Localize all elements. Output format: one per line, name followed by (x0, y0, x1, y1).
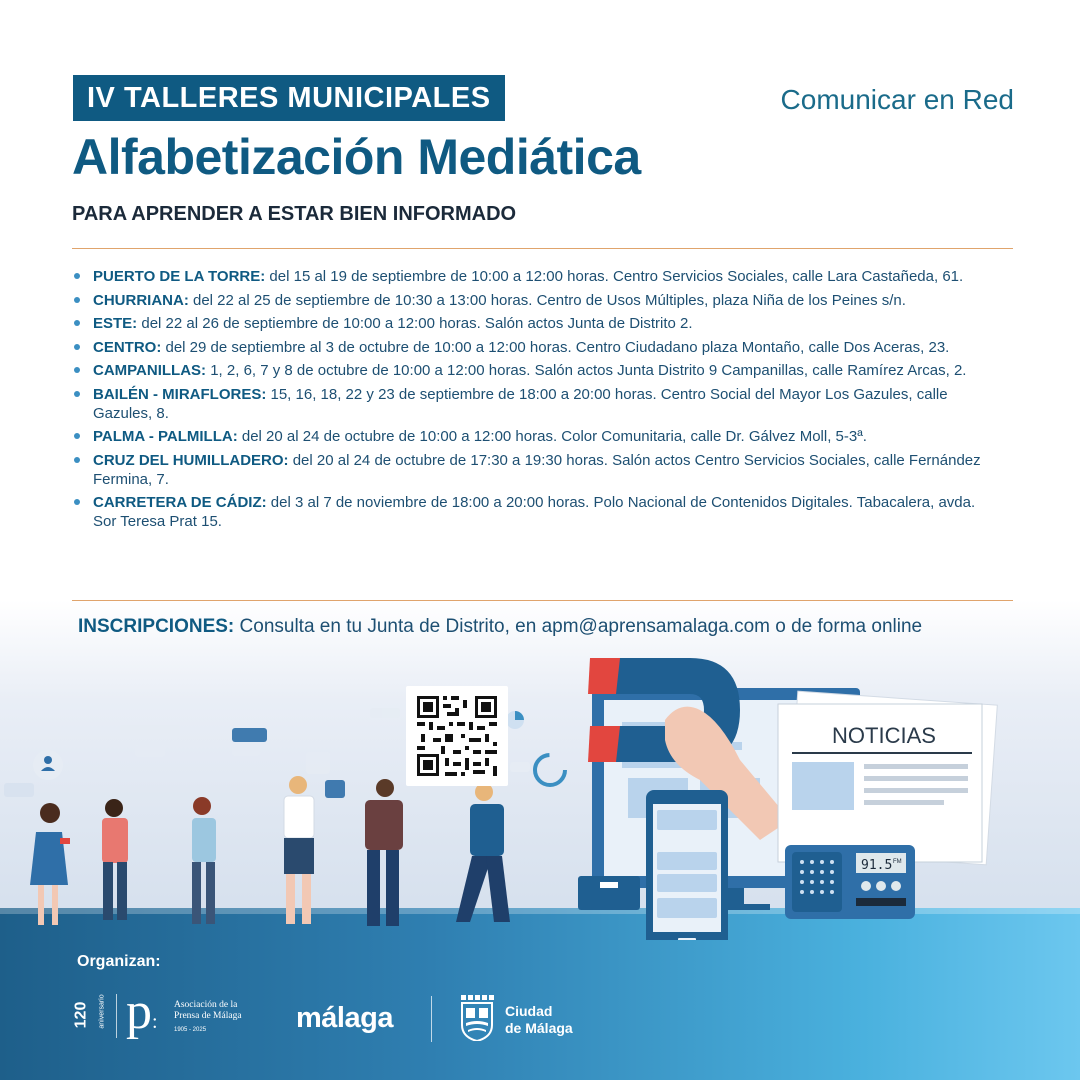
schedule-place: CAMPANILLAS: (93, 362, 207, 379)
chat-bubble (4, 783, 34, 797)
divider-top (72, 248, 1013, 249)
anniversary-number: 120 (72, 1001, 90, 1029)
schedule-item (72, 314, 1002, 333)
anniversary-word: aniversario (98, 994, 106, 1029)
apm-monogram: p: (126, 983, 158, 1040)
schedule-item (72, 427, 1002, 446)
smartphone (646, 790, 728, 940)
radio-display: 91.5 (861, 858, 893, 873)
person-2 (102, 799, 128, 920)
schedule-details: 15, 16, 18, 22 y 23 de septiembre de 18:00 a 20:00 horas. Centro Social del Mayor Los Gazules, calle Gazules, 8. (93, 385, 948, 422)
chat-bubble (232, 728, 267, 742)
apm-logo (72, 983, 268, 1042)
schedule-details: del 20 al 24 de octubre de 17:30 a 19:30 horas. Salón actos Centro Servicios Sociales, calle Fernández Fermina, 7. (93, 451, 981, 488)
schedule-place: CENTRO: (93, 338, 162, 356)
apm-name (174, 1000, 242, 1036)
schedule-item (72, 451, 1002, 489)
person-5 (365, 779, 403, 926)
chat-bubble (232, 746, 260, 756)
schedule-details: del 15 al 19 de septiembre de 10:00 a 12:00 horas. Centro Servicios Sociales, calle Lara Castañeda, 61. (265, 268, 964, 285)
city-name-line2: de Málaga (505, 1020, 573, 1036)
divider-bottom (72, 600, 1013, 601)
page-subtitle: PARA APRENDER A ESTAR BIEN INFORMADO (72, 203, 517, 225)
pie-slice (515, 711, 524, 720)
schedule-details: del 22 al 26 de septiembre de 10:00 a 12:00 horas. Salón actos Junta de Distrito 2. (137, 315, 693, 332)
person-3 (192, 797, 216, 924)
schedule-details: del 3 al 7 de noviembre de 18:00 a 20:00 horas. Polo Nacional de Contenidos Digitales. Tabacalera, avda. Sor Teresa Prat 15. (93, 494, 976, 530)
schedule-place: BAILÉN - MIRAFLORES: (93, 385, 267, 403)
page-title: Alfabetización Mediática (72, 129, 641, 185)
schedule-list (72, 267, 1002, 536)
chat-bubble (325, 780, 345, 798)
series-badge: IV TALLERES MUNICIPALES (73, 75, 505, 121)
city-shield-icon (460, 995, 494, 1041)
schedule-item (72, 361, 1002, 380)
registration-info (78, 616, 922, 638)
city-name (505, 1003, 573, 1037)
radio-band: FM (893, 859, 902, 865)
qr-code-pattern (406, 686, 508, 786)
apm-name-line2: Prensa de Málaga (174, 1011, 242, 1021)
schedule-item (72, 493, 1002, 531)
schedule-details: del 29 de septiembre al 3 de octubre de 10:00 a 12:00 horas. Centro Ciudadano plaza Montaño, calle Dos Aceras, 23. (161, 338, 950, 356)
person-1 (30, 803, 70, 925)
chat-bubble (510, 762, 530, 772)
person-6 (456, 783, 510, 922)
newspaper (778, 691, 997, 865)
schedule-item (72, 385, 1002, 423)
organizers-label: Organizan: (77, 953, 161, 970)
schedule-place: CHURRIANA: (93, 291, 189, 309)
schedule-place: CRUZ DEL HUMILLADERO: (93, 451, 289, 469)
registration-label: INSCRIPCIONES: (78, 616, 235, 637)
schedule-place: PUERTO DE LA TORRE: (93, 268, 266, 285)
schedule-place: PALMA - PALMILLA: (93, 428, 238, 445)
chat-bubble (135, 745, 165, 757)
malaga-logo: málaga (296, 1002, 393, 1034)
schedule-item (72, 267, 1002, 286)
registration-text: Consulta en tu Junta de Distrito, en apm@aprensamalaga.com o de forma online (234, 616, 923, 637)
city-name-line1: Ciudad (505, 1003, 553, 1019)
chat-bubble (306, 752, 330, 774)
apm-name-line1: Asociación de la (174, 1000, 238, 1010)
chat-bubble (370, 708, 400, 718)
schedule-place: ESTE: (93, 315, 138, 332)
city-logo (460, 995, 590, 1043)
qr-code[interactable] (406, 686, 508, 786)
apm-separator (116, 994, 117, 1038)
person-4 (284, 776, 314, 924)
user-bubble-icon (33, 750, 63, 780)
loading-ring (535, 755, 565, 785)
schedule-item (72, 338, 1002, 357)
schedule-details: del 20 al 24 de octubre de 10:00 a 12:00 horas. Color Comunitaria, calle Dr. Gálvez Moll, 5-3ª. (237, 428, 867, 445)
schedule-item (72, 291, 1002, 310)
apm-years: 1905 - 2025 (174, 1027, 207, 1033)
printer (578, 876, 640, 910)
newspaper-title: NOTICIAS (832, 723, 936, 748)
anniversary-badge (72, 994, 106, 1040)
schedule-details: 1, 2, 6, 7 y 8 de octubre de 10:00 a 12:00 horas. Salón actos Junta Distrito 9 Campanillas, calle Ramírez Arcas, 2. (206, 362, 967, 379)
brand-name: Comunicar en Red (780, 84, 1014, 115)
footer-separator (431, 996, 432, 1042)
media-literacy-illustration (0, 640, 1080, 940)
chat-bubble (120, 725, 180, 739)
schedule-details: del 22 al 25 de septiembre de 10:30 a 13:00 horas. Centro de Usos Múltiples, plaza Niña de los Peines s/n. (188, 291, 906, 309)
schedule-place: CARRETERA DE CÁDIZ: (93, 494, 267, 511)
radio (785, 845, 915, 919)
